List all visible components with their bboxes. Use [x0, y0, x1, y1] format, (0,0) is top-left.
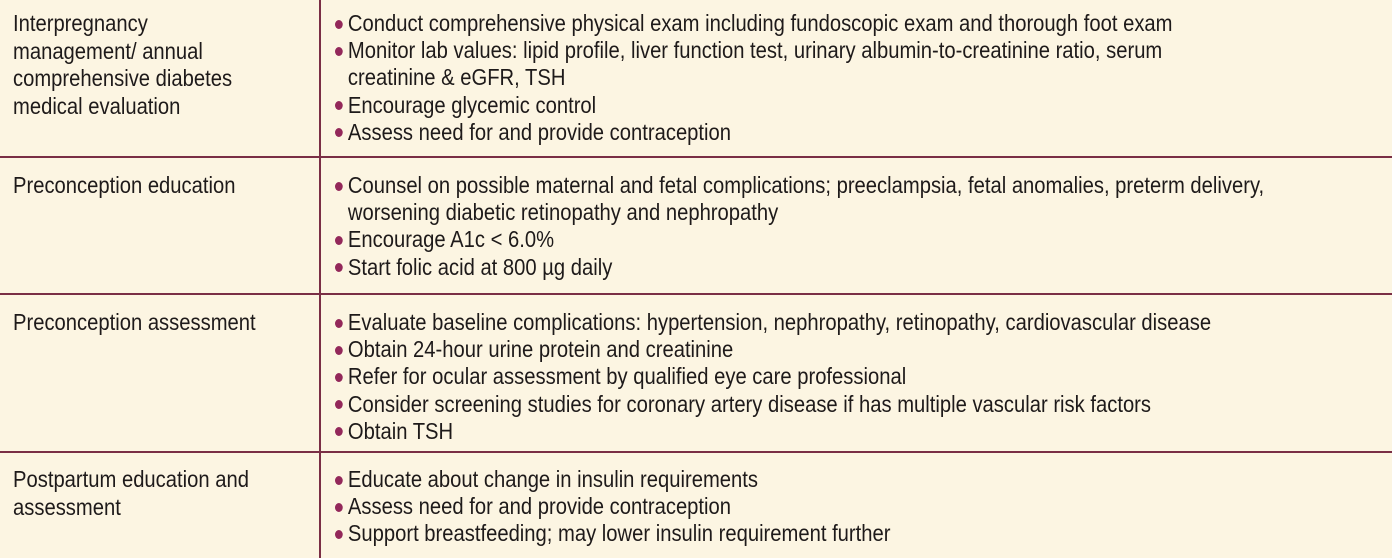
row-items-preconception-assessment	[335, 309, 1367, 445]
list-item	[335, 309, 1367, 336]
item-text: Consider screening studies for coronary artery disease if has multiple vascular risk factors	[347, 390, 1152, 417]
list-item	[335, 119, 1367, 146]
bullet-icon	[335, 346, 343, 355]
row-items-preconception-education	[335, 172, 1367, 281]
bullet-icon	[335, 263, 343, 272]
item-text: creatinine & eGFR, TSH	[347, 64, 566, 91]
item-text: Encourage A1c < 6.0%	[347, 226, 555, 253]
item-text: Assess need for and provide contraception	[347, 493, 732, 520]
label-line: comprehensive diabetes	[13, 65, 233, 91]
bullet-icon	[335, 128, 343, 137]
row-label-preconception-assessment	[13, 309, 262, 337]
bullet-icon	[335, 236, 343, 245]
list-item	[335, 10, 1367, 37]
list-item	[335, 336, 1367, 363]
item-text: Support breastfeeding; may lower insulin requirement further	[347, 520, 891, 547]
row-label-postpartum	[13, 466, 262, 521]
list-item	[335, 92, 1367, 119]
item-text: Refer for ocular assessment by qualified eye care professional	[347, 363, 907, 390]
list-item	[335, 172, 1367, 226]
item-text: Start folic acid at 800 µg daily	[347, 253, 613, 280]
label-line: assessment	[13, 493, 121, 520]
item-text: Assess need for and provide contraception	[347, 118, 732, 145]
label-line: Postpartum education and	[13, 466, 249, 492]
row-items-interpregnancy	[335, 10, 1367, 146]
item-text: Conduct comprehensive physical exam including fundoscopic exam and thorough foot exam	[347, 10, 1173, 36]
item-text: worsening diabetic retinopathy and nephropathy	[347, 199, 779, 226]
column-divider	[319, 0, 321, 558]
bullet-icon	[335, 47, 343, 56]
item-text: Monitor lab values: lipid profile, liver function test, urinary albumin-to-creatinine ratio, serum	[347, 37, 1163, 64]
item-text: Obtain 24-hour urine protein and creatinine	[347, 336, 734, 363]
list-item	[335, 226, 1367, 253]
row-divider	[0, 451, 1392, 453]
label-line: Preconception assessment	[13, 309, 256, 335]
item-text: Educate about change in insulin requirements	[347, 466, 758, 492]
bullet-icon	[335, 476, 343, 485]
bullet-icon	[335, 20, 343, 29]
bullet-icon	[335, 319, 343, 328]
bullet-icon	[335, 373, 343, 382]
item-text: Encourage glycemic control	[347, 91, 597, 118]
list-item	[335, 418, 1367, 445]
item-text: Obtain TSH	[347, 417, 454, 444]
bullet-icon	[335, 503, 343, 512]
list-item	[335, 363, 1367, 390]
list-item	[335, 37, 1367, 91]
list-item	[335, 391, 1367, 418]
label-line: medical evaluation	[13, 92, 181, 119]
item-text: Evaluate baseline complications: hypertension, nephropathy, retinopathy, cardiovascular disease	[347, 309, 1212, 335]
list-item	[335, 520, 1367, 547]
row-divider	[0, 293, 1392, 295]
row-items-postpartum	[335, 466, 1367, 548]
label-line: management/ annual	[13, 37, 203, 64]
bullet-icon	[335, 182, 343, 191]
row-divider	[0, 156, 1392, 158]
label-line: Interpregnancy	[13, 10, 148, 36]
row-label-preconception-education	[13, 172, 262, 200]
bullet-icon	[335, 101, 343, 110]
label-line: Preconception education	[13, 172, 236, 198]
list-item	[335, 466, 1367, 493]
list-item	[335, 254, 1367, 281]
bullet-icon	[335, 400, 343, 409]
item-text: Counsel on possible maternal and fetal complications; preeclampsia, fetal anomalies, preterm delivery,	[347, 172, 1265, 198]
list-item	[335, 493, 1367, 520]
row-label-interpregnancy	[13, 10, 262, 120]
bullet-icon	[335, 530, 343, 539]
bullet-icon	[335, 427, 343, 436]
